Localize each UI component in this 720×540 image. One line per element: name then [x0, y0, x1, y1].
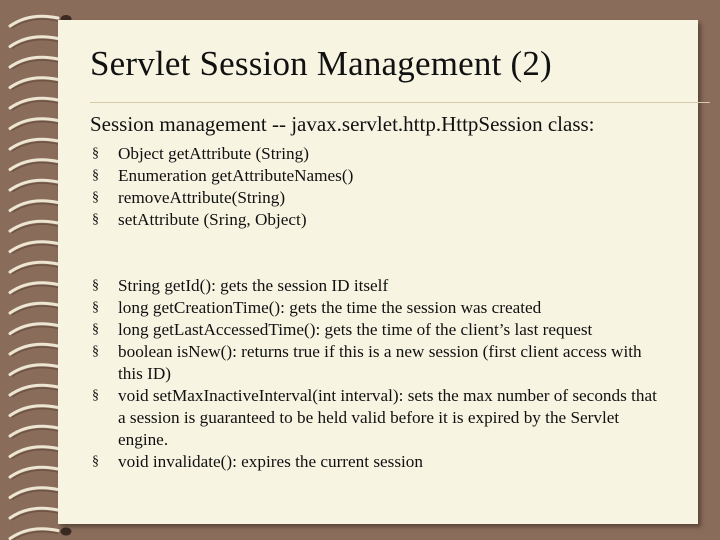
list-item-text: setAttribute (Sring, Object) [118, 210, 307, 229]
bullet-icon: § [92, 344, 99, 359]
list-item-text: String getId(): gets the session ID itself [118, 276, 389, 295]
bullet-icon: § [92, 212, 99, 227]
bullet-icon: § [92, 300, 99, 315]
list-item [92, 275, 684, 297]
title-divider [90, 102, 710, 103]
bullet-icon: § [92, 190, 99, 205]
list-item-text: long getLastAccessedTime(): gets the time of the client’s last request [118, 320, 593, 339]
slide-title: Servlet Session Management (2) [90, 44, 552, 83]
binding-ring [10, 528, 72, 540]
list-item-text: Object getAttribute (String) [118, 144, 309, 163]
list-item [92, 319, 684, 341]
list-item-text: Enumeration getAttributeNames() [118, 166, 354, 185]
list-item [92, 143, 652, 165]
list-item [92, 451, 684, 473]
bullet-icon: § [92, 388, 99, 403]
list-item-text: void setMaxInactiveInterval(int interval): sets the max number of seconds that a session is guaranteed to be held valid before it is expired by the Servlet engine. [118, 386, 657, 449]
list-item-text: void invalidate(): expires the current session [118, 452, 423, 471]
list-item-text: removeAttribute(String) [118, 188, 286, 207]
list-item [92, 385, 684, 451]
list-item [92, 187, 652, 209]
bullet-icon: § [92, 278, 99, 293]
bullet-icon: § [92, 322, 99, 337]
list-item [92, 341, 684, 385]
bullet-icon: § [92, 146, 99, 161]
list-item [92, 209, 652, 231]
list-item-text: boolean isNew(): returns true if this is a new session (first client access with this ID) [118, 342, 642, 383]
list-item [92, 297, 684, 319]
bullet-icon: § [92, 454, 99, 469]
attribute-methods-list [92, 143, 652, 231]
slide-subtitle: Session management -- javax.servlet.http.HttpSession class: [90, 112, 595, 136]
bullet-icon: § [92, 168, 99, 183]
list-item [92, 165, 652, 187]
list-item-text: long getCreationTime(): gets the time the session was created [118, 298, 542, 317]
session-methods-list [92, 275, 684, 473]
